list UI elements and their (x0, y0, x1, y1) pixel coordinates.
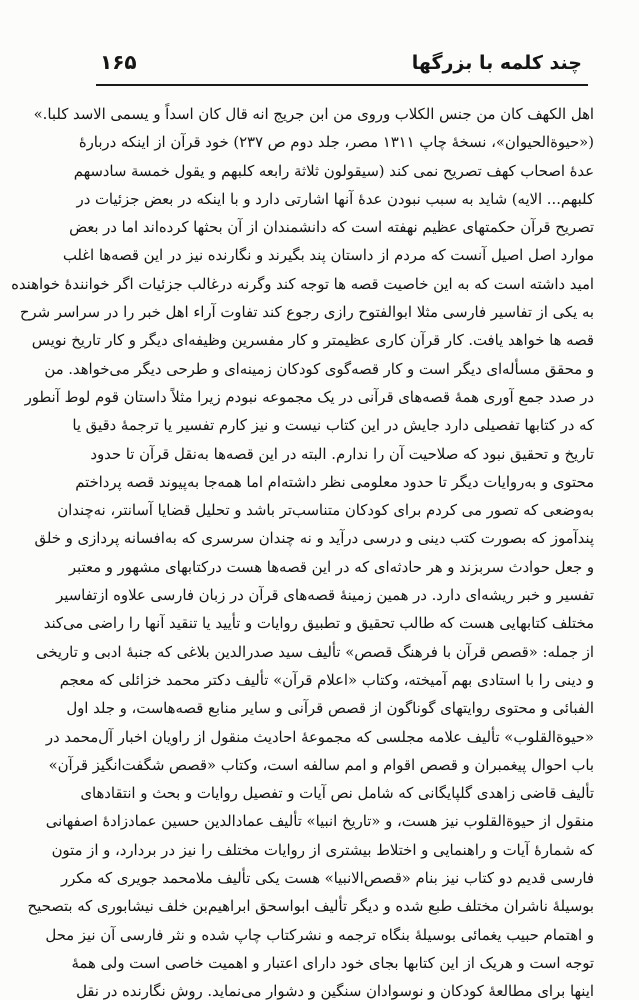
text-line: کلبهم... الایه) شاید به سبب نبودن عدهٔ آنها اشارتی دارد و با اینکه در بعض جزئیات در (76, 190, 594, 208)
text-line: باب احوال پیغمبران و قصص اقوام و امم سالفه است، وکتاب «قصص شگفت‌انگیز قرآن» (48, 756, 594, 774)
text-line: مختلف کتابهایی هست که طالب تحقیق و تطبیق روایات و تأیید یا تنقید آنها را راضی می‌کند (43, 615, 594, 633)
body-text (11, 101, 594, 1007)
text-line: منقول از حیوة‌القلوب نیز هست، و «تاریخ انبیا» تألیف عمادالدین حسین عمادزادهٔ اصفهانی (45, 813, 594, 831)
page-header (96, 46, 588, 86)
text-line: («حیوة‌الحیوان»، نسخهٔ چاپ ۱۳۱۱ مصر، جلد دوم ص ۲۳۷) خود قرآن از اینکه دربارهٔ (78, 134, 594, 152)
text-line: عدهٔ اصحاب کهف تصریح نمی کند (سیقولون ثلاثة رابعه کلبهم و یقول خمسة سادسهم (73, 162, 594, 180)
text-line: پندآموز که بصورت کتب دینی و درسی درآید و نه چندان سرسری که به‌افسانه پردازی و خلق (34, 530, 594, 548)
text-line: امید داشته است که به این خاصیت قصه ها توجه کند وگرنه درغالب جزئیات اگر خوانندهٔ خواهنده (11, 275, 594, 293)
text-line: «حیوة‌القلوب» تألیف علامه مجلسی که مجموعهٔ احادیث منقول از راویان اخبار آل‌محمد در (45, 728, 594, 746)
text-line: که در کتابها تفصیلی دارد جایش در این کتاب نیست و نیز کارم تفسیر یا ترجمهٔ دقیق یا (72, 417, 594, 435)
text-line: و محقق مسأله‌ای دیگر است و کار قصه‌گوی کودکان زمینه‌ای و طرحی دیگر می‌خواهد. من (44, 360, 594, 378)
text-line: و اهتمام حبیب یغمائی بوسیلهٔ بنگاه ترجمه و نشرکتاب چاپ شده و نثر فارسی آن نیز محل (45, 926, 594, 944)
text-line: به‌وضعی که تصور می کردم برای کودکان متناسب‌تر باشد و تحلیل قضایا آسانتر، نه‌چندان (57, 502, 594, 520)
text-line: در صدد جمع آوری همهٔ قصه‌های قرآنی در یک مجموعه نبودم زیرا مثلاً داستان قوم لوط آنطور (24, 388, 594, 406)
running-title: چند کلمه با بزرگها (411, 52, 582, 74)
text-line: قصه ها خواهد یافت. کار قرآن کاری عظیمتر و کار مفسرین وظیفه‌ای دیگر و کار تاریخ نویس (31, 332, 594, 350)
text-line: تألیف قاضی زاهدی گلپایگانی که شامل نص آیات و تفصیل روایات و بحث و انتقادهای (80, 785, 594, 803)
text-line: و دینی را با استادی بهم آمیخته، وکتاب «اعلام قرآن» تألیف دکتر محمد خزائلی که معجم (59, 671, 594, 689)
text-line: اهل الکهف کان من جنس الکلاب وروی من ابن جریج انه قال کان اسداً و یسمی الاسد کلبا.» (33, 106, 594, 123)
text-line: الفبائی و محتوی روایتهای گوناگون از قصص قرآنی و سایر منابع قصه‌هاست، و جلد اول (66, 700, 594, 718)
text-line: موارد اصل اصیل آنست که مردم از داستان پند بگیرند و نگارنده نیز در این قصه‌ها اغلب (62, 247, 594, 265)
text-line: فارسی قدیم دو کتاب نیز بنام «قصص‌الانبیا» هست یکی تألیف ملامحمد جویری که مکرر (60, 870, 594, 888)
text-line: به یکی از تفاسیر فارسی مثلا ابوالفتوح رازی رجوع کند تفاوت آراء اهل خبر را در سراسر شرح (19, 304, 594, 322)
text-line: از جمله: «قصص قرآن با فرهنگ قصص» تألیف سید صدرالدین بلاغی که جنبهٔ ادبی و تاریخی (36, 643, 594, 661)
text-line: که شمارهٔ آیات و راهنمایی و اختلاط بیشتری از روایات مختلف را نیز در بردارد، و از متون (51, 841, 594, 859)
text-line: محتوی و به‌روایات دیگر تا حدود معلومی نظر داشته‌ام اما همه‌جا به‌پیوند قصه پرداختم (75, 473, 594, 491)
page-number: ۱۶۵ (100, 50, 137, 74)
text-line: توجه است و هریک از این کتابها بجای خود دارای اعتبار و اهمیت خاصی است ولی همهٔ (71, 954, 594, 972)
text-line: بوسیلهٔ ناشران مختلف طبع شده و دیگر تألیف ابواسحق ابراهیم‌بن خلف نیشابوری که بتصحیح (27, 898, 594, 916)
text-line: تصریح قرآن حکمتهای عظیم نهفته است که دانشمندان از آن بحثها کرده‌اند اما در بعض (69, 219, 594, 237)
text-line: اینها برای مطالعهٔ کودکان و نوسوادان سنگین و دشوار می‌نماید. روش نگارنده در نقل (76, 983, 594, 1001)
text-line: تفسیر و خبر ریشه‌ای دارد. در همین زمینهٔ قصه‌های قرآن در زبان فارسی علاوه ازتفاسیر (56, 587, 594, 605)
text-line: تاریخ و تحقیق نبود که صلاحیت آن را ندارم. البته در این قصه‌ها به‌نقل قرآن تا حدود (90, 445, 594, 463)
text-line: و جعل حوادث سربزند و هر حادثه‌ای که در این قصه‌ها هست درکتابهای مشهور و معتبر (68, 558, 594, 576)
